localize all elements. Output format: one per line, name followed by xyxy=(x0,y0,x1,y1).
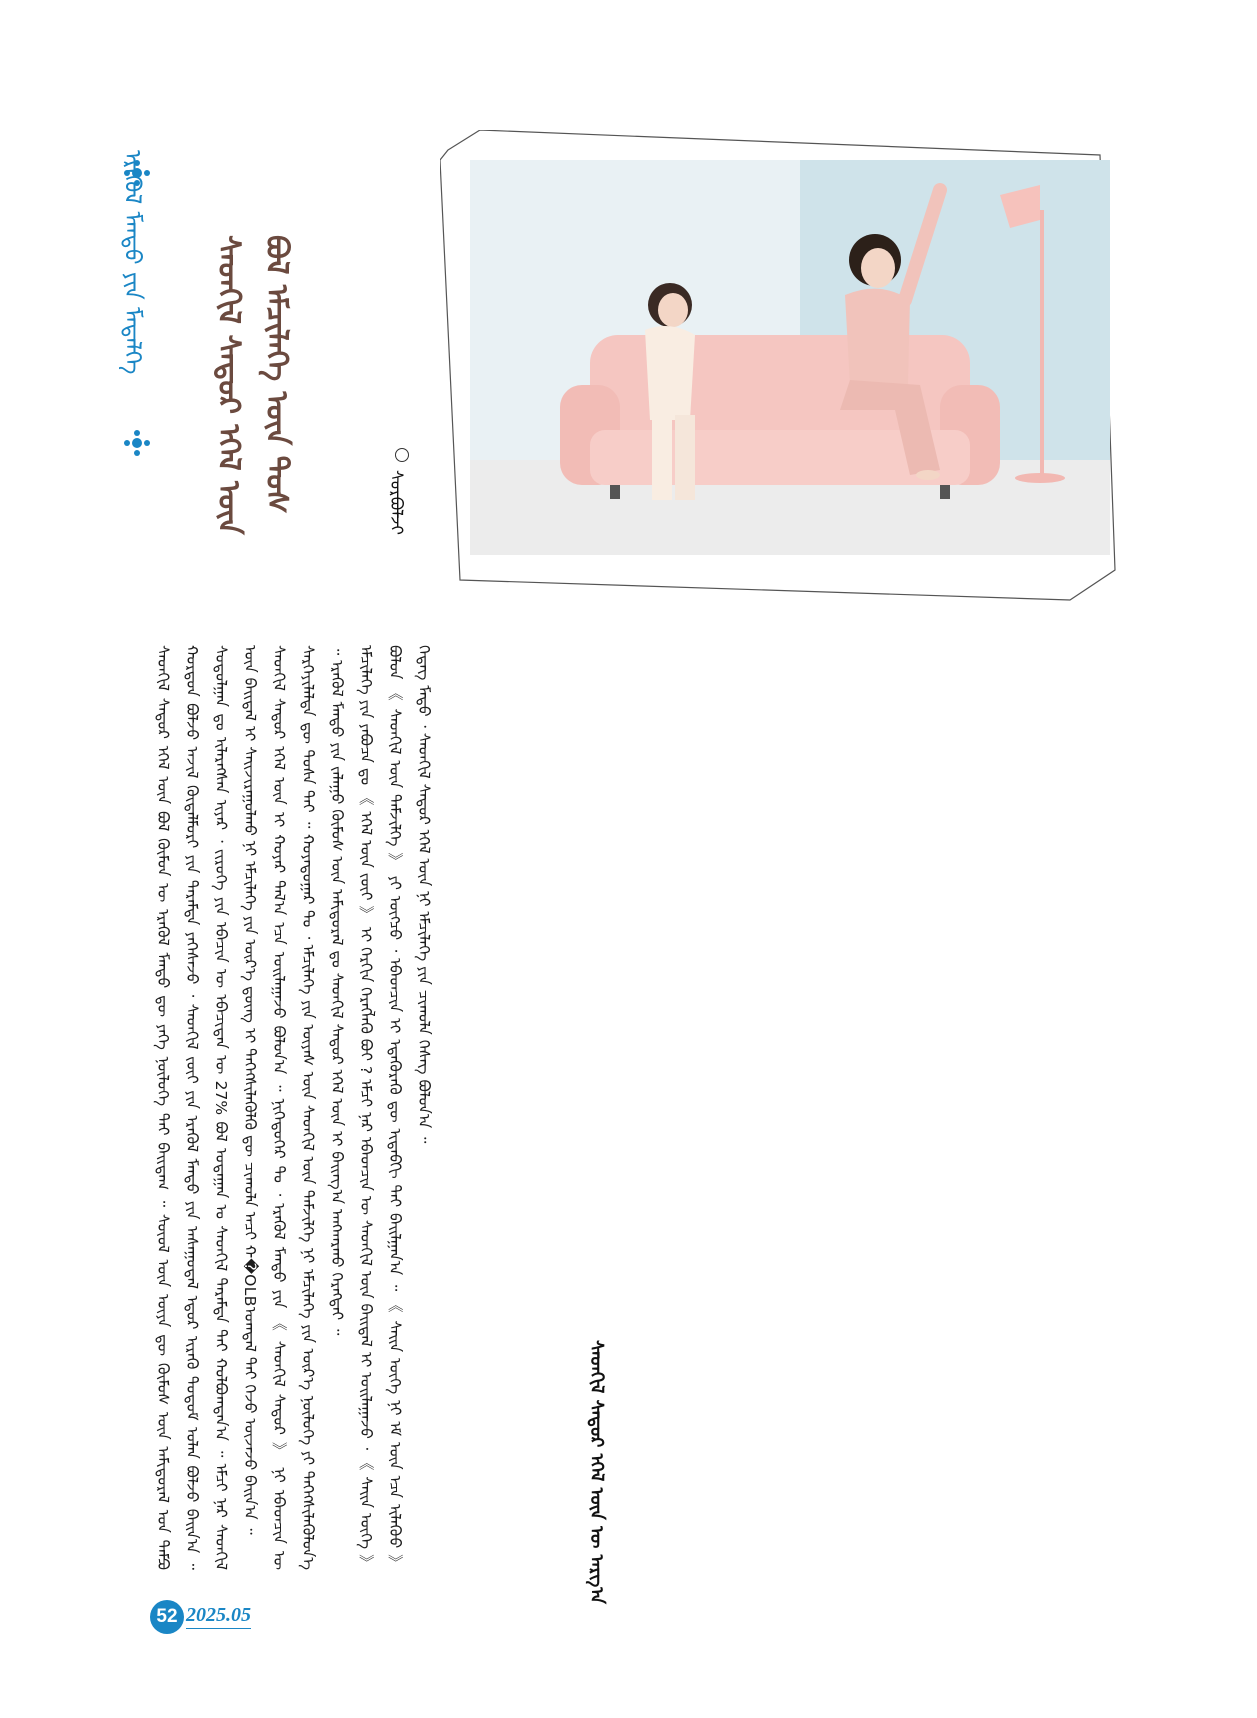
subheading: ᠰᠡᠳᠬᠢᠯ ᠰᠠᠳᠤᠷ ᠡᠭᠡᠯ ᠦᠨ ᠦ ᠠᠷᠭ᠎ᠠ xyxy=(586,1340,607,1604)
article-photo xyxy=(440,130,1120,610)
section-label: ᠡᠷᠡᠭᠦᠯ ᠮᠡᠨᠳᠦ ᠶᠢᠨ ᠮᠡᠳᠡᠯᠭᠡ xyxy=(119,150,145,375)
author-name: ᠰᠤᠷᠪᠤᠯᠵᠢ xyxy=(386,470,406,535)
issue-date: 2025.05 xyxy=(186,1604,251,1629)
ornament-bottom-icon xyxy=(122,428,152,458)
paragraph: ᠡᠮᠴᠢᠯᠡᠭᠡ ᠶᠢᠨ ᠶᠠᠪᠤᠴᠠ ᠳᠤ 《 ᠡᠭᠡᠯ ᠦᠨ ᠵᠦᠢ 》 ᠢ ᠬᠡᠷᠬᠢᠨ ᠬᠡᠷᠡᠭᠯᠡᠬᠦ ᠪᠤᠢ ? ᠡᠮᠴᠢ ᠨᠠᠷ ᠡᠪᠡᠳᠴᠢᠨ ᠦ ᠰᠡᠳᠬᠢᠯ ᠦᠨ ᠪᠠᠢᠳᠠᠯ ᠢ ᠣᠢᠯᠠᠭᠠᠵᠤ ᠂ 《 ᠰᠠᠢᠨ ᠦᠭᠡ 》 ᠪᠣᠯᠣᠨ 《 ᠰᠡᠳᠬᠢᠯ ᠦᠨ ᠳᠡᠮᠵᠢᠯᠭᠡ 》 ᠶᠢ ᠥᠭᠴᠦ ᠂ ᠡᠪᠡᠳᠴᠢᠨ ᠢ ᠡᠳᠡᠭᠦᠷᠡᠬᠦ ᠳᠦ ᠢᠳᠡᠪᠬᠢ ᠲᠠᠢ ᠪᠠᠢᠯᠭᠠᠨ᠎ᠠ ᠃ 《 ᠰᠠᠢᠨ ᠦᠭᠡ ᠨᠢ ᠡᠮ ᠦᠨ ᠡᠴᠡ ᠢᠯᠡᠭᠦᠦ 》 ᠭᠡᠳᠡᠭ ᠮᠡᠲᠦ ᠂ ᠰᠡᠳᠬᠢᠯ ᠰᠠᠳᠤᠷ ᠡᠭᠡᠯ ᠦᠨ ᠨᠢ ᠡᠮᠴᠢᠯᠡᠭᠡ ᠶᠢᠨ ᠴᠢᠬᠤᠯᠠ ᠬᠡᠰᠡᠭ ᠪᠣᠯᠣᠨ᠎ᠠ ᠃ xyxy=(357,645,433,1570)
article-title-line-1: ᠰᠡᠳᠬᠢᠯ ᠰᠠᠳᠤᠷ ᠡᠭᠡᠯ ᠦᠨ xyxy=(211,235,246,535)
article-title-line-2: ᠪᠣᠯ ᠡᠮᠴᠢᠯᠡᠭᠡ ᠦᠨ ᠲᠤᠰ xyxy=(259,235,294,514)
paragraph: ᠰᠡᠳᠬᠢᠯ ᠰᠠᠳᠤᠷ ᠡᠭᠡᠯ ᠦᠨ ᠢ ᠬᠣᠶᠠᠷ ᠲᠠᠯ᠎ᠠ ᠡᠴᠡ ᠣᠢᠯᠠᠭᠠᠵᠤ ᠪᠣᠯᠣᠨ᠎ᠠ ᠃ ᠨᠢᠭᠡᠳᠦᠭᠡᠷ ᠲᠤ ᠂ ᠡᠷᠡᠭᠦᠯ ᠮᠡᠨᠳᠦ ᠶᠢᠨ 《 ᠰᠡᠳᠬᠢᠯ ᠰᠠᠳᠤᠷ 》 ᠨᠢ ᠡᠪᠡᠳᠴᠢᠨ ᠦ ᠰᠡᠷᠭᠡᠶᠢᠯᠡᠯᠲᠡ ᠳᠦ ᠲᠤᠰᠠ ᠲᠠᠢ ᠃ ᠬᠣᠶᠠᠳᠤᠭᠠᠷ ᠲᠤ ᠂ ᠡᠮᠴᠢᠯᠡᠭᠡ ᠶᠢᠨ ᠦᠶᠡᠰ ᠦᠨ ᠰᠡᠳᠬᠢᠯ ᠦᠨ ᠳᠡᠮᠵᠢᠯᠭᠡ ᠨᠢ ᠡᠮᠴᠢᠯᠡᠭᠡ ᠶᠢᠨ ᠦᠷ᠎ᠡ ᠨᠥᠯᠦᠭᠡ ᠶᠢ ᠳᠡᠭᠡᠭᠰᠢᠯᠡᠭᠦᠯᠦᠨ᠎ᠡ ᠃ ᠡᠷᠡᠭᠦᠯ ᠮᠡᠨᠳᠦ ᠶᠢᠨ ᠵᠠᠯᠠᠭᠤ ᠬᠦᠮᠦᠰ ᠦᠨ ᠠᠮᠢᠳᠤᠷᠠᠯ ᠳᠤ ᠰᠡᠳᠬᠢᠯ ᠰᠠᠳᠤᠷ ᠡᠭᠡᠯ ᠦᠨ ᠢ ᠪᠠᠢᠨᠭ᠎ᠠ ᠠᠩᠬᠠᠷᠬᠤ ᠬᠡᠷᠡᠭᠲᠡᠢ ᠃ xyxy=(270,645,346,1570)
article-body xyxy=(148,645,1088,1570)
paragraph: ᠰᠡᠳᠬᠢᠯ ᠰᠠᠳᠤᠷ ᠡᠭᠡᠯ ᠦᠨ ᠪᠣᠯ ᠬᠦᠮᠦᠨ ᠦ ᠡᠷᠡᠭᠦᠯ ᠮᠡᠨᠳᠦ ᠳᠦ ᠶᠡᠬᠡ ᠨᠥᠯᠦᠭᠡ ᠲᠡᠢ ᠪᠠᠢᠳᠠᠭ ᠃ ᠰᠦᠦᠯ ᠦᠨ ᠦᠶᠡ ᠳᠦ ᠬᠦᠮᠦᠰ ᠦᠨ ᠠᠮᠢᠳᠤᠷᠠᠯ ᠤᠨ ᠲᠡᠮᠫᠤ ᠬᠤᠷᠳᠤᠨ ᠪᠣᠯᠵᠤ ᠠᠵᠢᠯ ᠬᠥᠳᠡᠯᠮᠦᠷᠢ ᠶᠢᠨ ᠳᠠᠷᠠᠮᠲᠠ ᠶᠡᠬᠡᠰᠡᠵᠦ ᠂ ᠰᠡᠳᠬᠢᠯ ᠵᠦᠢ ᠶᠢᠨ ᠡᠷᠡᠭᠦᠯ ᠮᠡᠨᠳᠦ ᠶᠢᠨ ᠠᠰᠠᠭᠤᠳᠠᠯ ᠡᠳᠦᠷ ᠢᠷᠡᠬᠦ ᠲᠤᠲᠤᠮ ᠣᠯᠠᠨ ᠪᠣᠯᠵᠤ ᠪᠠᠢᠨ᠎ᠠ ᠃ ᠰᠤᠳᠤᠯᠭᠠᠨ ᠳᠤ ᠢᠯᠡᠷᠡᠭᠰᠡᠨ ᠢᠶᠡᠷ ᠂ ᠵᠢᠷᠤᠭᠡ ᠶᠢᠨ ᠡᠪᠡᠴᠢᠨ ᠦ ᠡᠪᠡᠴᠢᠲᠡᠨ ᠦ 27% ᠪᠣᠯ ᠤᠳᠠᠭᠠᠨ ᠤ ᠰᠡᠳᠬᠢᠯ ᠳᠠᠷᠠᠮᠲᠠ ᠲᠠᠢ ᠬᠣᠯᠪᠣᠭᠳᠠᠨ᠎ᠠ ᠃ ᠡᠮᠴᠢ ᠨᠠᠷ ᠰᠡᠳᠬᠢᠯ ᠦᠨ ᠪᠠᠢᠳᠠᠯ ᠢ ᠰᠠᠢᠵᠢᠷᠠᠭᠤᠯᠬᠤ ᠨᠢ ᠡᠮᠴᠢᠯᠡᠭᠡ ᠶᠢᠨ ᠦᠷ᠎ᠡ ᠳ᠋ᠦᠩ ᠢ ᠳᠡᠭᠡᠭᠰᠢᠯᠡᠭᠦᠯᠬᠦ ᠳᠦ ᠴᠢᠬᠤᠯᠠ ᠠᠴᠢ ᠬ�OLBᠣᠭᠳᠠᠯ ᠲᠠᠢ ᠭᠡᠵᠦ ᠦᠵᠡᠵᠦ ᠪᠠᠢᠨ᠎ᠠ ᠃ xyxy=(154,645,259,1570)
page-number: 52 xyxy=(150,1600,184,1634)
author-marker-icon xyxy=(395,448,409,462)
